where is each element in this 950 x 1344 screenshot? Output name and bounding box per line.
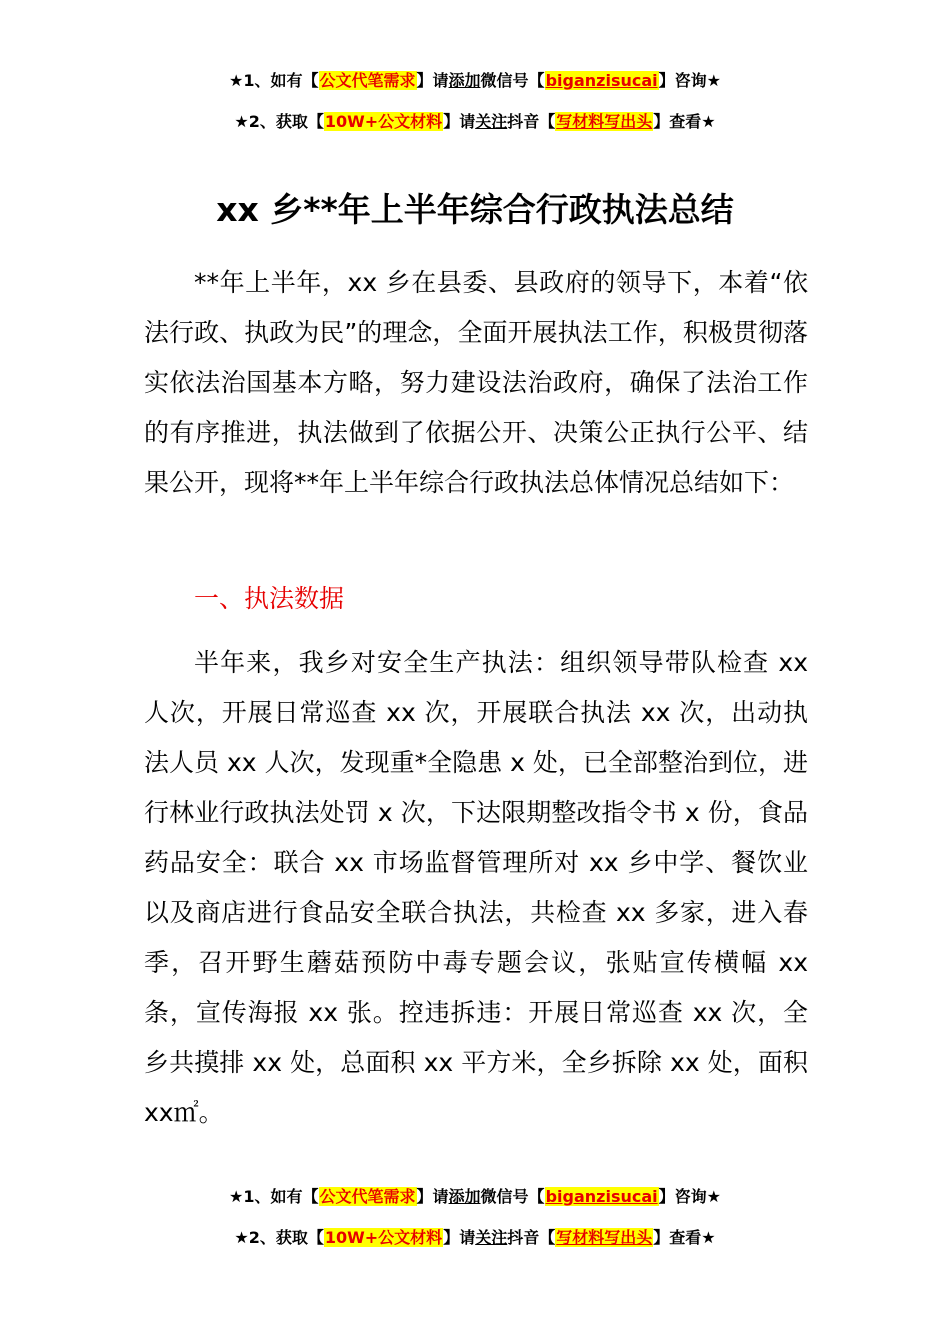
banner-text: 】咨询	[658, 71, 707, 90]
top-banner-line-1	[0, 70, 950, 92]
star-icon: ★	[229, 71, 244, 90]
banner-text: 1、如有【	[243, 71, 319, 90]
star-icon: ★	[706, 71, 721, 90]
bottom-banner-line-2	[0, 1227, 950, 1249]
banner-text: 】请	[443, 112, 476, 131]
star-icon: ★	[701, 112, 716, 131]
banner-underline-text: 关注	[475, 112, 508, 131]
banner-highlight: 公文代笔需求	[319, 1187, 416, 1206]
douyin-account-link[interactable]: 写材料写出头	[556, 1228, 653, 1247]
banner-text: 1、如有【	[243, 1187, 319, 1206]
banner-highlight: 公文代笔需求	[319, 71, 416, 90]
banner-underline-text: 关注	[475, 1228, 508, 1247]
star-icon: ★	[229, 1187, 244, 1206]
banner-text: 抖音【	[507, 112, 556, 131]
banner-text: 2、获取【	[248, 1228, 324, 1247]
banner-text: 微信号【	[480, 1187, 545, 1206]
top-banner-line-2	[0, 111, 950, 133]
banner-text: 微信号【	[480, 71, 545, 90]
intro-paragraph: **年上半年，xx 乡在县委、县政府的领导下，本着“依法行政、执政为民”的理念，全面开展执法工作，积极贯彻落实依法治国基本方略，努力建设法治政府，确保了法治工作的有序推进，执法做到了依据公开、决策公正执行公平、结果公开，现将**年上半年综合行政执法总体情况总结如下：	[144, 268, 808, 497]
banner-text: 】请	[416, 1187, 449, 1206]
banner-text: 】咨询	[658, 1187, 707, 1206]
banner-text: 抖音【	[507, 1228, 556, 1247]
banner-text: 2、获取【	[248, 112, 324, 131]
wechat-id-link[interactable]: biganzisucai	[545, 1187, 658, 1206]
banner-text: 】请	[443, 1228, 476, 1247]
banner-text: 】查看	[653, 112, 702, 131]
wechat-id-link[interactable]: biganzisucai	[545, 71, 658, 90]
banner-text: 】请	[416, 71, 449, 90]
banner-underline-text: 添加	[448, 71, 481, 90]
banner-text: 】查看	[653, 1228, 702, 1247]
section-body-paragraph: 半年来，我乡对安全生产执法：组织领导带队检查 xx 人次，开展日常巡查 xx 次，开展联合执法 xx 次，出动执法人员 xx 人次，发现重*全隐患 x 处，已全部整治到位，进行林业行政执法处罚 x 次，下达限期整改指令书 x 份，食品药品安全：联合 xx 市场监督管理所对 xx 乡中学、餐饮业以及商店进行食品安全联合执法，共检查 xx 多家，进入春季，召开野生蘑菇预防中毒专题会议，张贴宣传横幅 xx 条，宣传海报 xx 张。控违拆违：开展日常巡查 xx 次，全乡共摸排 xx 处，总面积 xx 平方米，全乡拆除 xx 处，面积 xx㎡。	[144, 648, 809, 1127]
star-icon: ★	[234, 1228, 249, 1247]
douyin-account-link[interactable]: 写材料写出头	[556, 112, 653, 131]
star-icon: ★	[706, 1187, 721, 1206]
star-icon: ★	[234, 112, 249, 131]
star-icon: ★	[701, 1228, 716, 1247]
bottom-banner-line-1	[0, 1186, 950, 1208]
banner-highlight: 10W+公文材料	[324, 112, 443, 131]
document-title: xx 乡**年上半年综合行政执法总结	[216, 190, 734, 229]
section-heading: 一、执法数据	[194, 584, 345, 613]
banner-underline-text: 添加	[448, 1187, 481, 1206]
banner-highlight: 10W+公文材料	[324, 1228, 443, 1247]
